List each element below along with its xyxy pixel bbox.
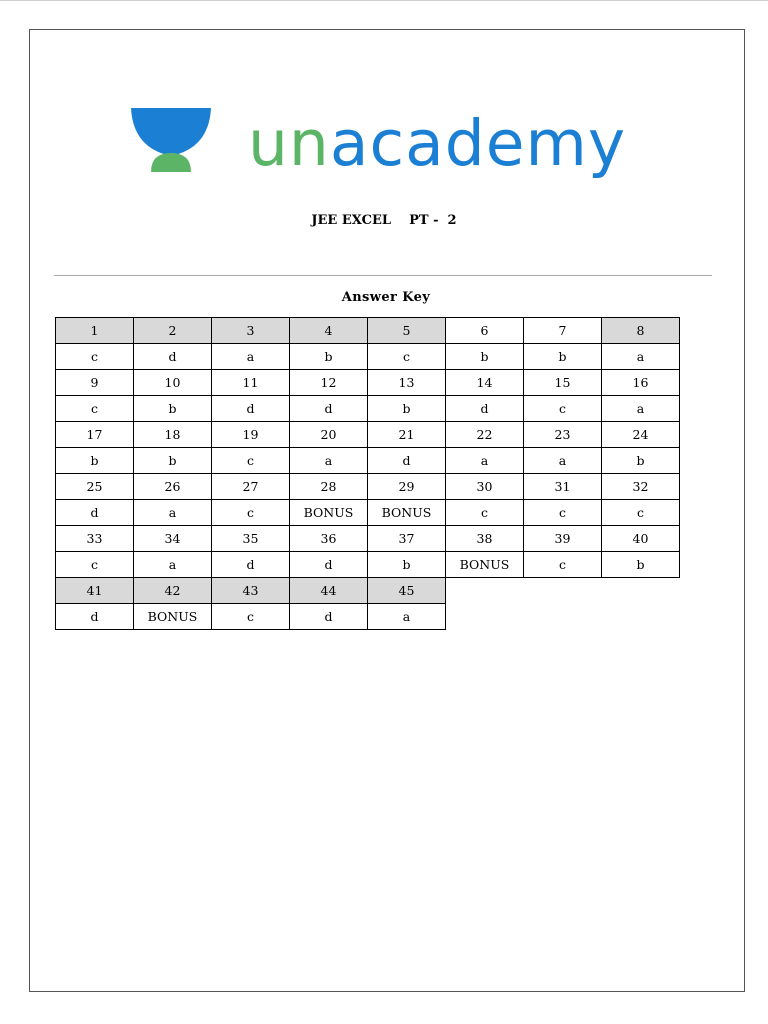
answer-cell: BONUS xyxy=(134,604,212,630)
answer-cell: b xyxy=(446,344,524,370)
answer-row xyxy=(56,448,680,474)
question-number-cell: 5 xyxy=(368,318,446,344)
unacademy-emblem-icon xyxy=(130,106,212,180)
answer-cell: BONUS xyxy=(290,500,368,526)
question-number-cell: 39 xyxy=(524,526,602,552)
question-number-cell: 7 xyxy=(524,318,602,344)
answer-cell: b xyxy=(134,448,212,474)
question-number-cell: 23 xyxy=(524,422,602,448)
question-number-row xyxy=(56,318,680,344)
answer-cell: b xyxy=(134,396,212,422)
logo-wordmark-academy: academy xyxy=(329,107,627,180)
answer-row xyxy=(56,604,680,630)
answer-cell: c xyxy=(212,500,290,526)
horizontal-divider xyxy=(54,275,712,276)
logo-wordmark-un: un xyxy=(248,107,330,180)
question-number-cell: 44 xyxy=(290,578,368,604)
question-number-cell: 34 xyxy=(134,526,212,552)
answer-cell: c xyxy=(524,500,602,526)
answer-cell: c xyxy=(602,500,680,526)
question-number-cell: 15 xyxy=(524,370,602,396)
answer-cell: c xyxy=(524,552,602,578)
question-number-cell: 20 xyxy=(290,422,368,448)
answer-cell: a xyxy=(524,448,602,474)
unacademy-logo xyxy=(130,98,640,190)
answer-row xyxy=(56,552,680,578)
test-title: JEE EXCEL PT - 2 xyxy=(311,213,457,228)
question-number-cell: 2 xyxy=(134,318,212,344)
empty-cell xyxy=(602,604,680,630)
answer-cell: a xyxy=(212,344,290,370)
question-number-cell: 30 xyxy=(446,474,524,500)
question-number-cell: 35 xyxy=(212,526,290,552)
question-number-cell: 38 xyxy=(446,526,524,552)
answer-cell: c xyxy=(56,552,134,578)
question-number-cell: 21 xyxy=(368,422,446,448)
empty-cell xyxy=(602,578,680,604)
answer-cell: BONUS xyxy=(446,552,524,578)
answer-cell: a xyxy=(602,396,680,422)
question-number-cell: 40 xyxy=(602,526,680,552)
question-number-cell: 22 xyxy=(446,422,524,448)
answer-cell: d xyxy=(56,604,134,630)
answer-cell: d xyxy=(368,448,446,474)
question-number-cell: 9 xyxy=(56,370,134,396)
answer-cell: c xyxy=(446,500,524,526)
question-number-cell: 12 xyxy=(290,370,368,396)
question-number-cell: 33 xyxy=(56,526,134,552)
answer-cell: c xyxy=(368,344,446,370)
answer-cell: b xyxy=(602,448,680,474)
empty-cell xyxy=(524,578,602,604)
question-number-cell: 14 xyxy=(446,370,524,396)
answer-key-table xyxy=(55,317,680,630)
answer-cell: d xyxy=(290,604,368,630)
answer-row xyxy=(56,344,680,370)
question-number-cell: 37 xyxy=(368,526,446,552)
answer-cell: a xyxy=(602,344,680,370)
question-number-row xyxy=(56,578,680,604)
question-number-row xyxy=(56,474,680,500)
question-number-cell: 18 xyxy=(134,422,212,448)
question-number-cell: 3 xyxy=(212,318,290,344)
question-number-cell: 1 xyxy=(56,318,134,344)
question-number-cell: 25 xyxy=(56,474,134,500)
question-number-cell: 19 xyxy=(212,422,290,448)
answer-cell: b xyxy=(368,552,446,578)
answer-cell: a xyxy=(134,552,212,578)
question-number-row xyxy=(56,422,680,448)
question-number-cell: 31 xyxy=(524,474,602,500)
answer-cell: a xyxy=(290,448,368,474)
top-edge-line xyxy=(0,0,768,1)
answer-cell: a xyxy=(446,448,524,474)
answer-cell: d xyxy=(134,344,212,370)
question-number-row xyxy=(56,526,680,552)
question-number-cell: 27 xyxy=(212,474,290,500)
question-number-cell: 4 xyxy=(290,318,368,344)
question-number-cell: 16 xyxy=(602,370,680,396)
answer-cell: d xyxy=(212,396,290,422)
answer-cell: c xyxy=(56,344,134,370)
empty-cell xyxy=(524,604,602,630)
question-number-cell: 45 xyxy=(368,578,446,604)
question-number-cell: 11 xyxy=(212,370,290,396)
question-number-cell: 28 xyxy=(290,474,368,500)
empty-cell xyxy=(446,604,524,630)
answer-cell: d xyxy=(212,552,290,578)
answer-cell: b xyxy=(56,448,134,474)
question-number-cell: 10 xyxy=(134,370,212,396)
logo-wordmark xyxy=(248,98,626,190)
answer-cell: c xyxy=(212,448,290,474)
question-number-cell: 36 xyxy=(290,526,368,552)
answer-cell: d xyxy=(290,552,368,578)
answer-row xyxy=(56,500,680,526)
answer-cell: a xyxy=(134,500,212,526)
answer-cell: c xyxy=(524,396,602,422)
question-number-cell: 13 xyxy=(368,370,446,396)
empty-cell xyxy=(446,578,524,604)
answer-cell: b xyxy=(524,344,602,370)
question-number-cell: 8 xyxy=(602,318,680,344)
answer-cell: a xyxy=(368,604,446,630)
question-number-cell: 26 xyxy=(134,474,212,500)
answer-row xyxy=(56,396,680,422)
answer-cell: c xyxy=(56,396,134,422)
question-number-cell: 24 xyxy=(602,422,680,448)
question-number-cell: 17 xyxy=(56,422,134,448)
question-number-cell: 29 xyxy=(368,474,446,500)
question-number-cell: 41 xyxy=(56,578,134,604)
answer-cell: d xyxy=(290,396,368,422)
question-number-cell: 6 xyxy=(446,318,524,344)
question-number-cell: 32 xyxy=(602,474,680,500)
answer-key-title: Answer Key xyxy=(341,290,431,305)
question-number-cell: 43 xyxy=(212,578,290,604)
answer-cell: b xyxy=(368,396,446,422)
answer-cell: b xyxy=(290,344,368,370)
answer-cell: d xyxy=(446,396,524,422)
question-number-cell: 42 xyxy=(134,578,212,604)
answer-cell: c xyxy=(212,604,290,630)
answer-cell: d xyxy=(56,500,134,526)
answer-cell: b xyxy=(602,552,680,578)
question-number-row xyxy=(56,370,680,396)
answer-cell: BONUS xyxy=(368,500,446,526)
